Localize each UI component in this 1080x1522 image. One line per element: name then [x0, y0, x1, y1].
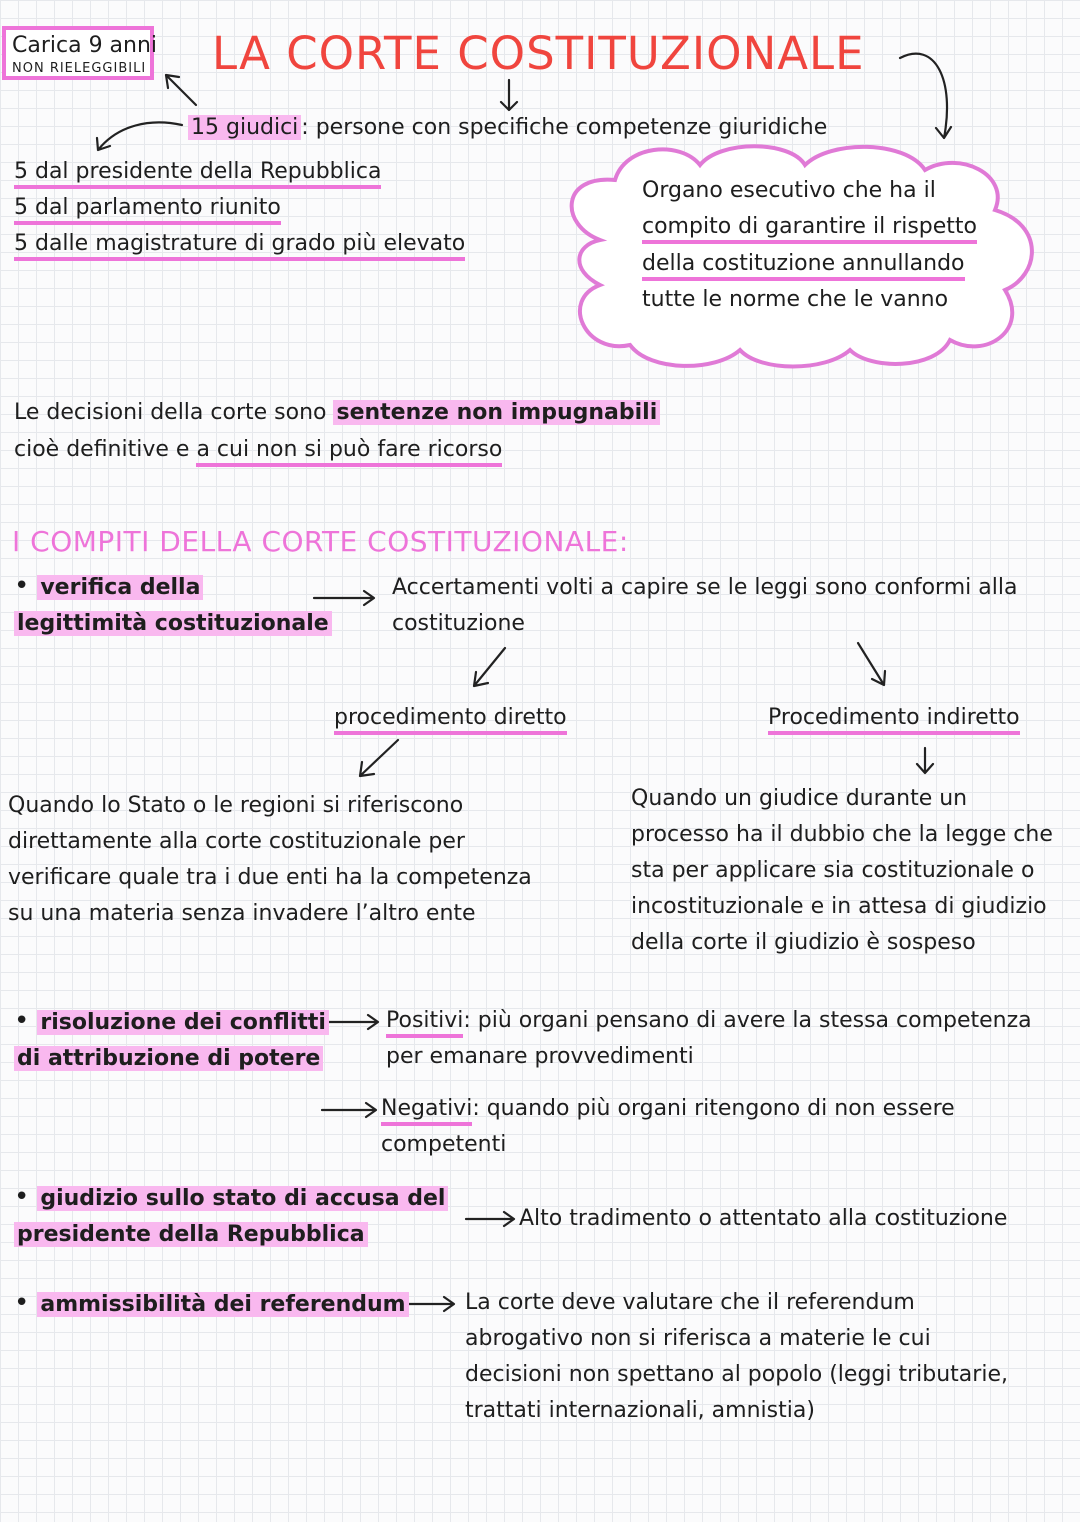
arrow-task4	[402, 1297, 454, 1311]
task3-label: • giudizio sullo stato di accusa del presidente della Repubblica	[14, 1179, 448, 1253]
cloud-line-4: tutte le norme che le vanno	[642, 287, 949, 312]
term-badge-line2: NON RIELEGGIBILI	[12, 61, 147, 76]
task1-description: Accertamenti volti a capire se le leggi sono conformi alla costituzione	[392, 575, 1018, 636]
task2-positive: Positivi: più organi pensano di avere la stessa competenza per emanare provvedimenti	[386, 1008, 1032, 1069]
arrow-positive	[328, 1015, 378, 1029]
judges-source-2: 5 dal parlamento riunito	[14, 190, 281, 226]
arrow-title-cloud	[900, 54, 951, 138]
arrow-direct-desc	[360, 740, 398, 776]
indirect-procedure-label: Procedimento indiretto	[768, 700, 1020, 736]
judges-description: : persone con specifiche competenze giuridiche	[301, 115, 828, 140]
judges-source-3: 5 dalle magistrature di grado più elevato	[14, 226, 465, 262]
direct-procedure-label: procedimento diretto	[334, 700, 567, 736]
decisions-highlight: sentenze non impugnabili	[333, 400, 660, 425]
direct-procedure-description: Quando lo Stato o le regioni si riferiscono direttamente alla corte costituzionale per verificare quale tra i due enti ha la competenza su una materia senza invadere l’altro ente	[8, 793, 532, 926]
task2-label: • risoluzione dei conflitti di attribuzione di potere	[14, 1003, 329, 1077]
cloud-line-2: compito di garantire il rispetto	[642, 209, 977, 245]
arrow-negative	[322, 1103, 376, 1117]
cloud-line-1: Organo esecutivo che ha il	[642, 178, 936, 203]
decisions-line-1: Le decisioni della corte sono sentenze non impugnabili	[14, 395, 660, 431]
arrow-to-sources	[97, 122, 182, 150]
term-badge-line1: Carica 9 anni	[12, 33, 158, 58]
arrow-task3	[466, 1212, 514, 1226]
page-title: LA CORTE COSTITUZIONALE	[212, 27, 865, 80]
cloud-line-3: della costituzione annullando	[642, 246, 965, 282]
task3-description: Alto tradimento o attentato alla costituzione	[519, 1206, 1008, 1231]
arrow-title-down	[501, 80, 517, 110]
judges-count: 15 giudici	[188, 115, 301, 140]
task2-negative: Negativi: quando più organi ritengono di non essere competenti	[381, 1096, 955, 1157]
arrow-to-badge	[166, 75, 196, 105]
task4-description: La corte deve valutare che il referendum abrogativo non si riferisca a materie le cui decisioni non spettano al popolo (leggi tributarie, trattati internazionali, amnistia)	[465, 1290, 1008, 1423]
arrow-indirect-desc	[917, 748, 933, 773]
arrow-indirect	[858, 643, 885, 685]
task4-label: • ammissibilità dei referendum	[14, 1285, 409, 1323]
indirect-procedure-description: Quando un giudice durante un processo ha il dubbio che la legge che sta per applicare sia costituzionale o incostituzionale e in attesa di giudizio della corte il giudizio è sospeso	[631, 786, 1053, 955]
arrow-direct	[474, 648, 505, 686]
tasks-heading: I COMPITI DELLA CORTE COSTITUZIONALE:	[12, 525, 629, 558]
task1-label: • verifica della legittimità costituzionale	[14, 568, 332, 642]
decisions-line-2: cioè definitive e a cui non si può fare ricorso	[14, 432, 502, 468]
judges-source-1: 5 dal presidente della Repubblica	[14, 154, 381, 190]
